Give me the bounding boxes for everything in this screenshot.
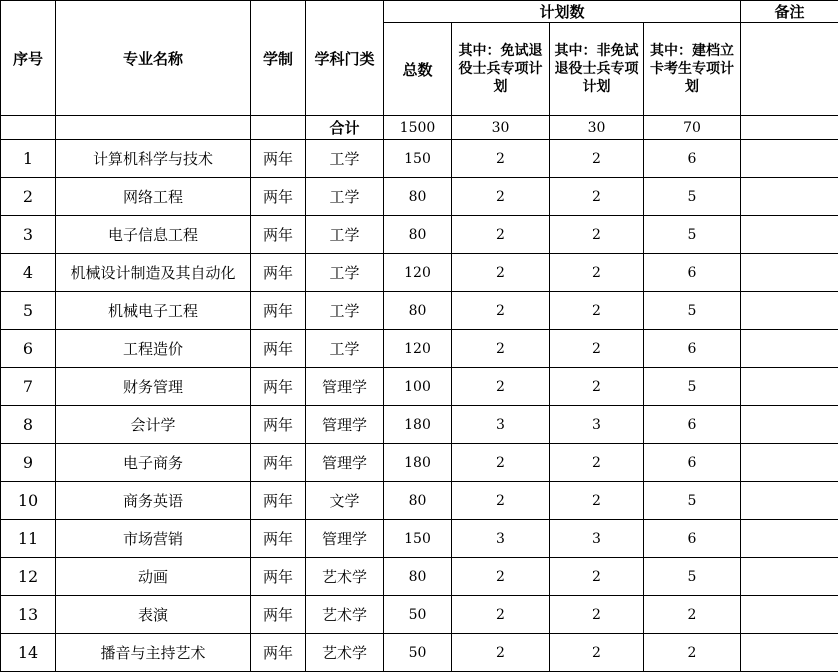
row-category: 管理学 — [306, 520, 384, 558]
row-poverty: 6 — [644, 444, 741, 482]
table-row — [1, 292, 838, 330]
row-remark — [741, 368, 838, 406]
header-total: 总数 — [384, 23, 452, 116]
row-major: 表演 — [56, 596, 251, 634]
row-exempt: 2 — [452, 482, 550, 520]
table-row — [1, 178, 838, 216]
row-major: 动画 — [56, 558, 251, 596]
row-exempt: 2 — [452, 292, 550, 330]
row-remark — [741, 330, 838, 368]
row-total: 120 — [384, 330, 452, 368]
row-category: 管理学 — [306, 444, 384, 482]
row-duration: 两年 — [251, 520, 306, 558]
row-major: 工程造价 — [56, 330, 251, 368]
row-poverty: 5 — [644, 482, 741, 520]
row-category: 工学 — [306, 140, 384, 178]
row-total: 180 — [384, 444, 452, 482]
row-major: 机械电子工程 — [56, 292, 251, 330]
row-index: 11 — [1, 520, 56, 558]
table-row — [1, 520, 838, 558]
row-nonexempt: 2 — [550, 558, 644, 596]
table-row — [1, 596, 838, 634]
row-poverty: 5 — [644, 368, 741, 406]
table-row — [1, 634, 838, 672]
row-nonexempt: 2 — [550, 330, 644, 368]
row-major: 播音与主持艺术 — [56, 634, 251, 672]
row-index: 2 — [1, 178, 56, 216]
row-major: 电子信息工程 — [56, 216, 251, 254]
row-poverty: 6 — [644, 520, 741, 558]
row-index: 7 — [1, 368, 56, 406]
row-exempt: 2 — [452, 558, 550, 596]
header-index: 序号 — [1, 1, 56, 116]
row-category: 工学 — [306, 330, 384, 368]
row-index: 13 — [1, 596, 56, 634]
row-poverty: 6 — [644, 330, 741, 368]
row-poverty: 6 — [644, 140, 741, 178]
table-row — [1, 482, 838, 520]
row-total: 100 — [384, 368, 452, 406]
row-remark — [741, 444, 838, 482]
row-nonexempt: 2 — [550, 444, 644, 482]
row-index: 3 — [1, 216, 56, 254]
header-plan-group: 计划数 — [384, 1, 741, 23]
row-remark — [741, 520, 838, 558]
row-index: 1 — [1, 140, 56, 178]
row-exempt: 2 — [452, 254, 550, 292]
row-poverty: 6 — [644, 406, 741, 444]
summary-remark — [741, 116, 838, 140]
row-exempt: 3 — [452, 520, 550, 558]
row-remark — [741, 634, 838, 672]
row-category: 管理学 — [306, 368, 384, 406]
row-exempt: 2 — [452, 140, 550, 178]
row-category: 工学 — [306, 216, 384, 254]
table-row — [1, 368, 838, 406]
summary-nonexempt: 30 — [550, 116, 644, 140]
row-category: 工学 — [306, 292, 384, 330]
table-row — [1, 216, 838, 254]
row-nonexempt: 2 — [550, 216, 644, 254]
row-major: 网络工程 — [56, 178, 251, 216]
table-row — [1, 330, 838, 368]
table-header — [1, 1, 838, 116]
header-major: 专业名称 — [56, 1, 251, 116]
row-nonexempt: 2 — [550, 596, 644, 634]
row-poverty: 5 — [644, 216, 741, 254]
row-exempt: 3 — [452, 406, 550, 444]
row-index: 5 — [1, 292, 56, 330]
summary-label: 合计 — [306, 116, 384, 140]
row-index: 8 — [1, 406, 56, 444]
row-duration: 两年 — [251, 178, 306, 216]
row-index: 4 — [1, 254, 56, 292]
row-nonexempt: 3 — [550, 520, 644, 558]
table-row — [1, 254, 838, 292]
row-total: 50 — [384, 634, 452, 672]
row-poverty: 5 — [644, 558, 741, 596]
row-duration: 两年 — [251, 292, 306, 330]
row-remark — [741, 140, 838, 178]
summary-major-cell — [56, 116, 251, 140]
row-nonexempt: 2 — [550, 140, 644, 178]
header-plan-nonexempt: 其中：非免试退役士兵专项计划 — [550, 23, 644, 116]
row-total: 80 — [384, 558, 452, 596]
table-row — [1, 140, 838, 178]
header-plan-poverty: 其中：建档立卡考生专项计划 — [644, 23, 741, 116]
row-index: 14 — [1, 634, 56, 672]
row-exempt: 2 — [452, 178, 550, 216]
header-category: 学科门类 — [306, 1, 384, 116]
row-duration: 两年 — [251, 482, 306, 520]
row-duration: 两年 — [251, 140, 306, 178]
summary-poverty: 70 — [644, 116, 741, 140]
row-category: 管理学 — [306, 406, 384, 444]
row-poverty: 2 — [644, 596, 741, 634]
row-index: 10 — [1, 482, 56, 520]
row-category: 工学 — [306, 254, 384, 292]
row-major: 市场营销 — [56, 520, 251, 558]
row-poverty: 6 — [644, 254, 741, 292]
summary-row — [1, 116, 838, 140]
summary-total: 1500 — [384, 116, 452, 140]
row-poverty: 5 — [644, 178, 741, 216]
row-remark — [741, 178, 838, 216]
row-exempt: 2 — [452, 216, 550, 254]
row-nonexempt: 2 — [550, 178, 644, 216]
row-remark — [741, 558, 838, 596]
row-duration: 两年 — [251, 558, 306, 596]
header-plan-exempt: 其中：免试退役士兵专项计划 — [452, 23, 550, 116]
table-row — [1, 406, 838, 444]
row-category: 艺术学 — [306, 596, 384, 634]
header-remarks: 备注 — [741, 1, 838, 23]
row-exempt: 2 — [452, 444, 550, 482]
row-duration: 两年 — [251, 216, 306, 254]
row-total: 180 — [384, 406, 452, 444]
row-poverty: 2 — [644, 634, 741, 672]
row-total: 150 — [384, 520, 452, 558]
row-total: 80 — [384, 292, 452, 330]
row-remark — [741, 254, 838, 292]
row-exempt: 2 — [452, 596, 550, 634]
row-nonexempt: 3 — [550, 406, 644, 444]
row-duration: 两年 — [251, 444, 306, 482]
row-nonexempt: 2 — [550, 482, 644, 520]
row-duration: 两年 — [251, 596, 306, 634]
row-duration: 两年 — [251, 368, 306, 406]
row-total: 80 — [384, 482, 452, 520]
row-category: 艺术学 — [306, 634, 384, 672]
row-remark — [741, 596, 838, 634]
row-major: 计算机科学与技术 — [56, 140, 251, 178]
row-index: 6 — [1, 330, 56, 368]
row-exempt: 2 — [452, 634, 550, 672]
row-major: 会计学 — [56, 406, 251, 444]
row-index: 12 — [1, 558, 56, 596]
row-nonexempt: 2 — [550, 292, 644, 330]
row-total: 120 — [384, 254, 452, 292]
summary-index-cell — [1, 116, 56, 140]
row-duration: 两年 — [251, 634, 306, 672]
row-category: 工学 — [306, 178, 384, 216]
row-remark — [741, 482, 838, 520]
row-total: 50 — [384, 596, 452, 634]
row-duration: 两年 — [251, 330, 306, 368]
row-major: 机械设计制造及其自动化 — [56, 254, 251, 292]
row-duration: 两年 — [251, 406, 306, 444]
row-poverty: 5 — [644, 292, 741, 330]
row-nonexempt: 2 — [550, 634, 644, 672]
row-index: 9 — [1, 444, 56, 482]
row-duration: 两年 — [251, 254, 306, 292]
table-body — [1, 116, 838, 672]
row-total: 80 — [384, 178, 452, 216]
summary-duration-cell — [251, 116, 306, 140]
header-remarks-blank — [741, 23, 838, 116]
row-category: 文学 — [306, 482, 384, 520]
table-row — [1, 444, 838, 482]
summary-exempt: 30 — [452, 116, 550, 140]
row-total: 150 — [384, 140, 452, 178]
row-remark — [741, 216, 838, 254]
row-category: 艺术学 — [306, 558, 384, 596]
row-major: 电子商务 — [56, 444, 251, 482]
row-major: 商务英语 — [56, 482, 251, 520]
row-total: 80 — [384, 216, 452, 254]
row-nonexempt: 2 — [550, 254, 644, 292]
row-exempt: 2 — [452, 330, 550, 368]
row-exempt: 2 — [452, 368, 550, 406]
table-row — [1, 558, 838, 596]
header-duration: 学制 — [251, 1, 306, 116]
row-remark — [741, 406, 838, 444]
row-major: 财务管理 — [56, 368, 251, 406]
row-remark — [741, 292, 838, 330]
row-nonexempt: 2 — [550, 368, 644, 406]
